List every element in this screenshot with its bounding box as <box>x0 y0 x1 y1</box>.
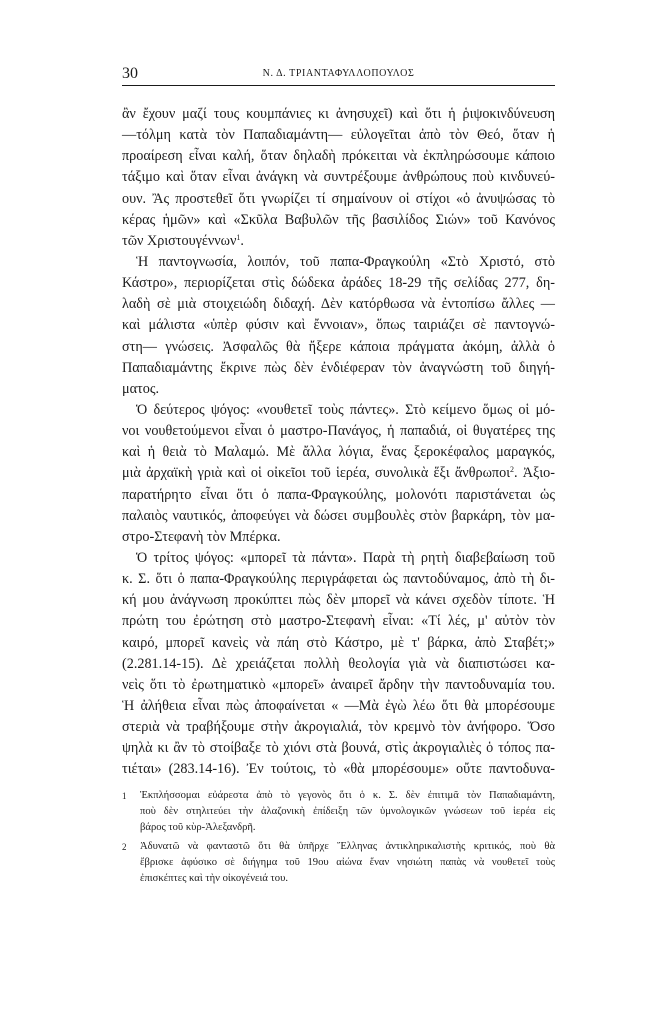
text-line: νοι νουθετούμενοι εἶναι ὁ μαστρο-Πανάγος, ἡ παπαδιά, οἱ θυγατέρες της <box>122 423 555 440</box>
text-line: στη— γνώσεις. Ἀσφαλῶς θὰ ἤξερε κάποια πράγματα ἀκόμη, ἀλλὰ ὁ <box>122 338 555 355</box>
footnote-marker: 1 <box>122 791 127 801</box>
page-number: 30 <box>122 65 138 82</box>
text-line: μιὰ ἀρχαϊκὴ γριὰ καὶ οἱ οἰκεῖοι τοῦ ἱερέα, συνολικὰ ἕξι ἄνθρωποι$^2$. Ἀξιο- <box>122 465 555 482</box>
footnote-reference: 2 <box>510 465 515 475</box>
text-line: στεριὰ νὰ τραβήξουμε στὴν ἀκρογιαλιά, τὸν κρεμνὸ τὸν ἀνήφορο. Ὅσο <box>122 719 555 736</box>
footnotes <box>122 788 555 887</box>
footnote-line: Ἐκπλήσσομαι εὐάρεστα ἀπὸ τὸ γεγονὸς ὅτι ὁ κ. Σ. δὲν ἐπιτιμᾶ τὸν Παπαδιαμάντη, <box>140 790 555 801</box>
text-line: τῶν Χριστουγέννων$^1$. <box>122 232 244 249</box>
body-text <box>122 104 555 781</box>
text-line: προαίρεση εἶναι καλή, ὅταν δηλαδὴ πρόκειται νὰ ἐκπληρώσουμε κάποιο <box>122 148 555 165</box>
text-line: (2.281.14-15). Δὲ χρειάζεται πολλὴ θεολογία γιὰ νὰ διαπιστώσει κα- <box>122 655 555 672</box>
text-line: Ὁ τρίτος ψόγος: «μπορεῖ τὰ πάντα». Παρὰ τὴ ρητὴ διαβεβαίωση τοῦ <box>136 549 555 566</box>
paragraph <box>122 400 555 548</box>
text-line: Ἡ παντογνωσία, λοιπόν, τοῦ παπα-Φραγκούλη «Στὸ Χριστό, στὸ <box>136 253 555 270</box>
paragraph <box>122 104 555 252</box>
text-line: Ὁ δεύτερος ψόγος: «νουθετεῖ τοὺς πάντες». Στὸ κείμενο ὅμως οἱ μό- <box>136 401 555 418</box>
text-line: καὶ μάλιστα «ὑπὲρ φύσιν καὶ ἔννοιαν», ὅπως ταιριάζει σὲ παντογνώ- <box>122 317 555 334</box>
text-line: —τόλμη κατὰ τὸν Παπαδιαμάντη— εὐλογεῖται ἀπὸ τὸν Θεό, ὅταν ἡ <box>122 127 555 144</box>
text-line: στρο-Στεφανὴ τὸν Μπέρκα. <box>122 528 281 545</box>
text-line: λαδὴ σὲ μιὰ στοιχειώδη διδαχή. Δὲν κατόρθωσα νὰ ἐντοπίσω ἄλλες — <box>122 296 555 313</box>
footnote-reference: 1 <box>236 232 241 242</box>
text-line: καὶ ἡ θειὰ τὸ Μαλαμώ. Μὲ ἄλλα λόγια, ἕνας ξεροκέφαλος μαραγκός, <box>122 444 555 461</box>
text-line: ματος. <box>122 380 159 397</box>
text-line: κέρας ἡμῶν» καὶ «Σκῦλα Βαβυλῶν τῆς βασιλίδος Σιών» τοῦ Κανόνος <box>122 211 555 228</box>
paragraph <box>122 548 555 781</box>
footnote <box>122 788 555 836</box>
text-fragment: μιὰ ἀρχαϊκὴ γριὰ καὶ οἱ οἰκεῖοι τοῦ ἱερέα, συνολικὰ ἕξι ἄνθρωποι <box>122 465 511 482</box>
text-fragment: τῶν Χριστουγέννων <box>122 232 237 249</box>
footnote-line: ἔβρισκε ἀφύσικο σὲ διήγημα τοῦ 19ου αἰώνα ἕναν νησιώτη παπὰς νὰ νουθετεῖ τοὺς <box>140 857 555 868</box>
footnote-line: βάρος τοῦ κὺρ-Ἀλεξανδρῆ. <box>140 822 256 833</box>
text-line: Παπαδιαμάντης ἔκρινε πὼς δὲν ἐνδιέφεραν τὸν ἀναγνώστη τοῦ διηγή- <box>122 359 555 376</box>
text-line: κ. Σ. ὅτι ὁ παπα-Φραγκούλης περιγράφεται ὡς παντοδύναμος, ἀπὸ τὴ δι- <box>122 571 555 588</box>
text-line: ἂν ἔχουν μαζί τους κουμπάνιες κι ἀνησυχεῖ) καὶ ὅτι ἡ ῥιψοκινδύνευση <box>122 106 555 122</box>
footnote-line: Ἀδυνατῶ νὰ φανταστῶ ὅτι θὰ ὑπῆρχε Ἕλληνας ἀντικληρικαλιστὴς κριτικός, ποὺ θὰ <box>140 841 555 852</box>
footnote-line: ἐπισκέπτες καὶ τὴν οἰκογένειά του. <box>140 873 288 884</box>
text-line: τάξιμο καὶ ὅταν εἶναι ἀνάγκη νὰ συντρέξουμε ἀνθρώπους ποὺ κινδυνεύ- <box>122 169 555 186</box>
text-line: Κάστρο», περιορίζεται στὶς δώδεκα ἀράδες 18-29 τῆς σελίδας 277, δη- <box>122 275 555 292</box>
page-header <box>122 63 555 86</box>
text-line: παλαιὸς ναυτικός, ἀποφεύγει νὰ δώσει συμβουλὲς στὸν βαρκάρη, τὸν μα- <box>122 507 555 524</box>
text-line: ψηλὰ κι ἂν τὸ στοίβαξε τὸ χιόνι στὰ βουνά, στὶς ἀκρογιαλιὲς ὁ τόπος πα- <box>122 740 555 757</box>
text-line: τιέται» (283.14-16). Ἐν τούτοις, τὸ «θὰ μπορέσουμε» οὔτε παντοδυνα- <box>122 761 555 778</box>
text-line: Ἡ ἀλήθεια εἶναι πὼς ἀποφαίνεται « —Μὰ ἐγὼ λέω ὅτι θὰ μπορέσουμε <box>122 697 555 714</box>
text-line: παρατήρητο εἶναι ὅτι ὁ παπα-Φραγκούλης, μολονότι παριστάνεται ὡς <box>122 486 555 503</box>
footnote-line: ποὺ δὲν στηλιτεύει τὴν ἀλαζονικὴ ἐπίδειξη τῶν ὑμνολογικῶν γνώσεων τοῦ ἱερέα εἰς <box>140 806 555 817</box>
text-line: ουν. Ἂς προστεθεῖ ὅτι γνωρίζει τί σημαίνουν οἱ στίχοι «ὁ ἀνυψώσας τὸ <box>122 190 555 207</box>
paragraph <box>122 252 555 400</box>
text-line: νεὶς ὅτι τὸ ἐρωτηματικὸ «μπορεῖ» ἀναιρεῖ ἄρδην τὴν παντοδυναμία του. <box>122 676 555 693</box>
footnote <box>122 839 555 887</box>
text-line: πρώτη του ἐρώτηση στὸ μαστρο-Στεφανὴ εἶναι: «Τί λές, μ' αὐτὸν τὸν <box>122 613 555 630</box>
text-line: κή μου ἀνάγνωση προκύπτει πὼς δὲν μπορεῖ νὰ κάνει σχεδὸν τίποτε. Ἡ <box>122 592 555 609</box>
footnote-marker: 2 <box>122 842 127 852</box>
text-line: καιρό, μπορεῖ κανεὶς νὰ πάη στὸ Κάστρο, μὲ τ' βάρκα, ἀπὸ Σταβέτ;» <box>122 634 555 651</box>
text-fragment: Ἀξιο- <box>517 465 555 482</box>
running-head: Ν. Δ. ΤΡΙΑΝΤΑΦΥΛΛΟΠΟΥΛΟΣ <box>262 68 415 79</box>
